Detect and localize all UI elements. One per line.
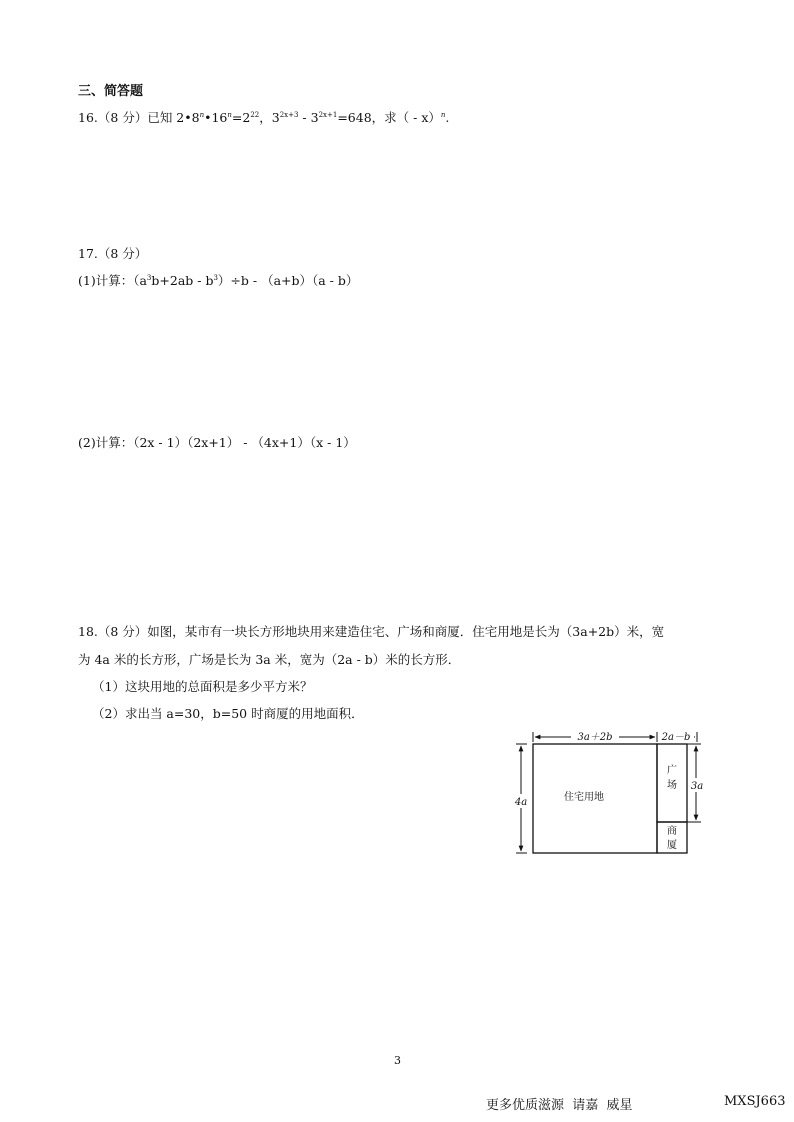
- q16-exp-2x3: 2x+3: [279, 111, 299, 119]
- left-label: 4a: [514, 797, 528, 808]
- q17-part1-exp-3b: 3: [213, 274, 218, 282]
- q16-text-a: 已知 2•8: [147, 110, 200, 125]
- question-18-sub-2: （2）求出当 a=30，b=50 时商厦的用地面积．: [92, 706, 364, 721]
- plaza-label-1: 广: [667, 765, 677, 776]
- page-number: 3: [394, 1054, 401, 1067]
- q16-exp-n3: n: [440, 111, 446, 119]
- q16-points: （8 分）: [97, 110, 148, 125]
- question-17-header: 17.（8 分）: [78, 246, 148, 261]
- q17-part1-b: b+2ab - b: [151, 273, 214, 288]
- mall-label-2: 厦: [667, 840, 677, 851]
- right-label: 3a: [690, 781, 704, 792]
- q16-text-e: - 3: [298, 110, 319, 125]
- footer-code: MXSJ663: [724, 1094, 786, 1109]
- top-left-label: 3a＋2b: [577, 732, 613, 743]
- question-17-part-1: [78, 271, 358, 289]
- q16-number: 16.: [78, 110, 98, 125]
- q16-text-g: .: [445, 110, 450, 125]
- question-16: [78, 108, 449, 126]
- question-17-part-2: (2)计算：（2x - 1）（2x+1） - （4x+1）（x - 1）: [78, 435, 356, 450]
- plaza-label-2: 场: [667, 780, 677, 791]
- q17-part1-a: (1)计算：（a: [78, 273, 147, 288]
- question-18-sub-1: （1）这块用地的总面积是多少平方米？: [92, 679, 313, 694]
- q16-exp-n1: n: [199, 111, 205, 119]
- footer-text: 更多优质滋源 请嘉 威星: [486, 1098, 633, 1113]
- residential-label: 住宅用地: [564, 792, 604, 803]
- q16-text-c: =2: [231, 110, 251, 125]
- q16-exp-22: 22: [250, 111, 260, 119]
- q16-text-f: =648，求（ - x）: [337, 110, 441, 125]
- q16-exp-2x1: 2x+1: [318, 111, 338, 119]
- question-18-line-1: 18.（8 分）如图，某市有一块长方形地块用来建造住宅、广场和商厦．住宅用地是长为（3a+2b）米，宽: [78, 624, 665, 639]
- q17-part1-exp-3: 3: [146, 274, 152, 282]
- section-title: 三、简答题: [78, 84, 144, 99]
- q17-part1-c: ）÷b - （a+b）（a - b）: [217, 273, 359, 288]
- land-diagram: [505, 725, 725, 865]
- q16-text-b: •16: [204, 110, 228, 125]
- q16-text-d: ，3: [259, 110, 280, 125]
- mall-label-1: 商: [667, 826, 677, 837]
- q16-exp-n2: n: [227, 111, 232, 119]
- question-18-line-2: 为 4a 米的长方形，广场是长为 3a 米，宽为（2a - b）米的长方形．: [78, 652, 461, 667]
- top-right-label: 2a－b: [661, 732, 691, 743]
